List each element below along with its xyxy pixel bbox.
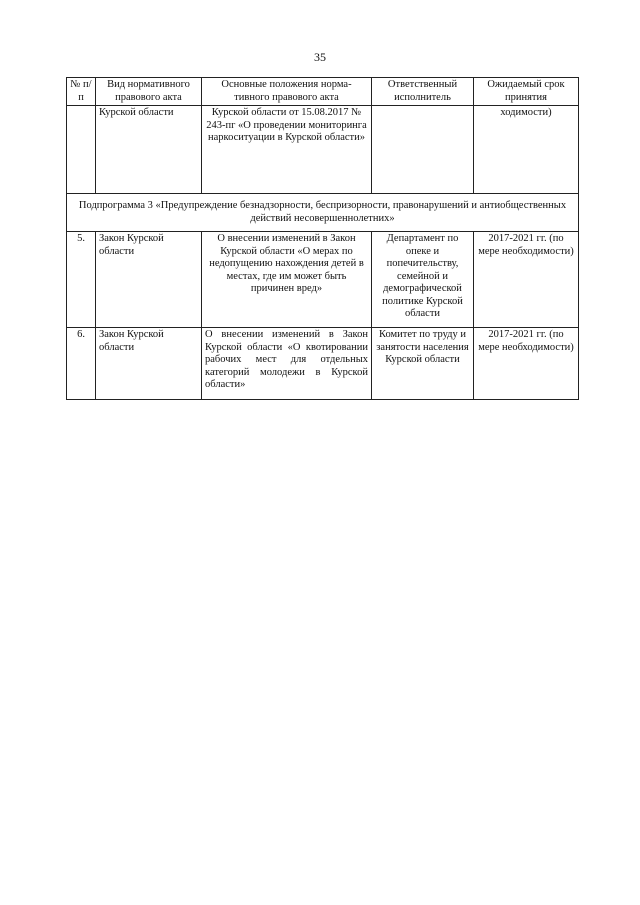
cell-executor: Департамент по опеке и попечительству, семейной и демографической политике Курской области <box>372 232 474 328</box>
cell-num <box>67 106 96 194</box>
table-row <box>67 232 579 328</box>
subprogram-row <box>67 194 579 232</box>
table-row <box>67 328 579 400</box>
table-row-continuation <box>67 106 579 194</box>
cell-act-type: Закон Курской области <box>96 328 202 400</box>
cell-deadline: 2017-2021 гг. (по мере необходимости) <box>474 232 579 328</box>
header-deadline: Ожидаемый срок принятия <box>474 78 579 106</box>
cell-provisions: О внесении изменений в Закон Курской области «О мерах по недопущению нахождения детей в местах, где им может быть причинен вред» <box>202 232 372 328</box>
cell-num: 6. <box>67 328 96 400</box>
header-executor: Ответственный исполнитель <box>372 78 474 106</box>
header-provisions: Основные положения норма-тивного правового акта <box>202 78 372 106</box>
header-act-type: Вид нормативного правового акта <box>96 78 202 106</box>
cell-num: 5. <box>67 232 96 328</box>
header-num: № п/п <box>67 78 96 106</box>
page-number: 35 <box>314 50 326 64</box>
cell-deadline: ходимости) <box>474 106 579 194</box>
table-header-row <box>67 78 579 106</box>
cell-provisions: Курской области от 15.08.2017 № 243-пг «О проведении мониторинга наркоситуации в Курской области» <box>202 106 372 194</box>
cell-executor <box>372 106 474 194</box>
cell-provisions: О внесении изменений в Закон Курской области «О квотировании рабочих мест для отдельных категорий молодежи в Курской области» <box>202 328 372 400</box>
cell-executor: Комитет по труду и занятости населения Курской области <box>372 328 474 400</box>
legal-acts-table <box>66 77 579 400</box>
cell-act-type: Закон Курской области <box>96 232 202 328</box>
cell-deadline: 2017-2021 гг. (по мере необходимости) <box>474 328 579 400</box>
cell-act-type: Курской области <box>96 106 202 194</box>
subprogram-title: Подпрограмма 3 «Предупреждение безнадзорности, беспризорности, правонарушений и антиобщественных действий несовершеннолетних» <box>67 194 579 232</box>
